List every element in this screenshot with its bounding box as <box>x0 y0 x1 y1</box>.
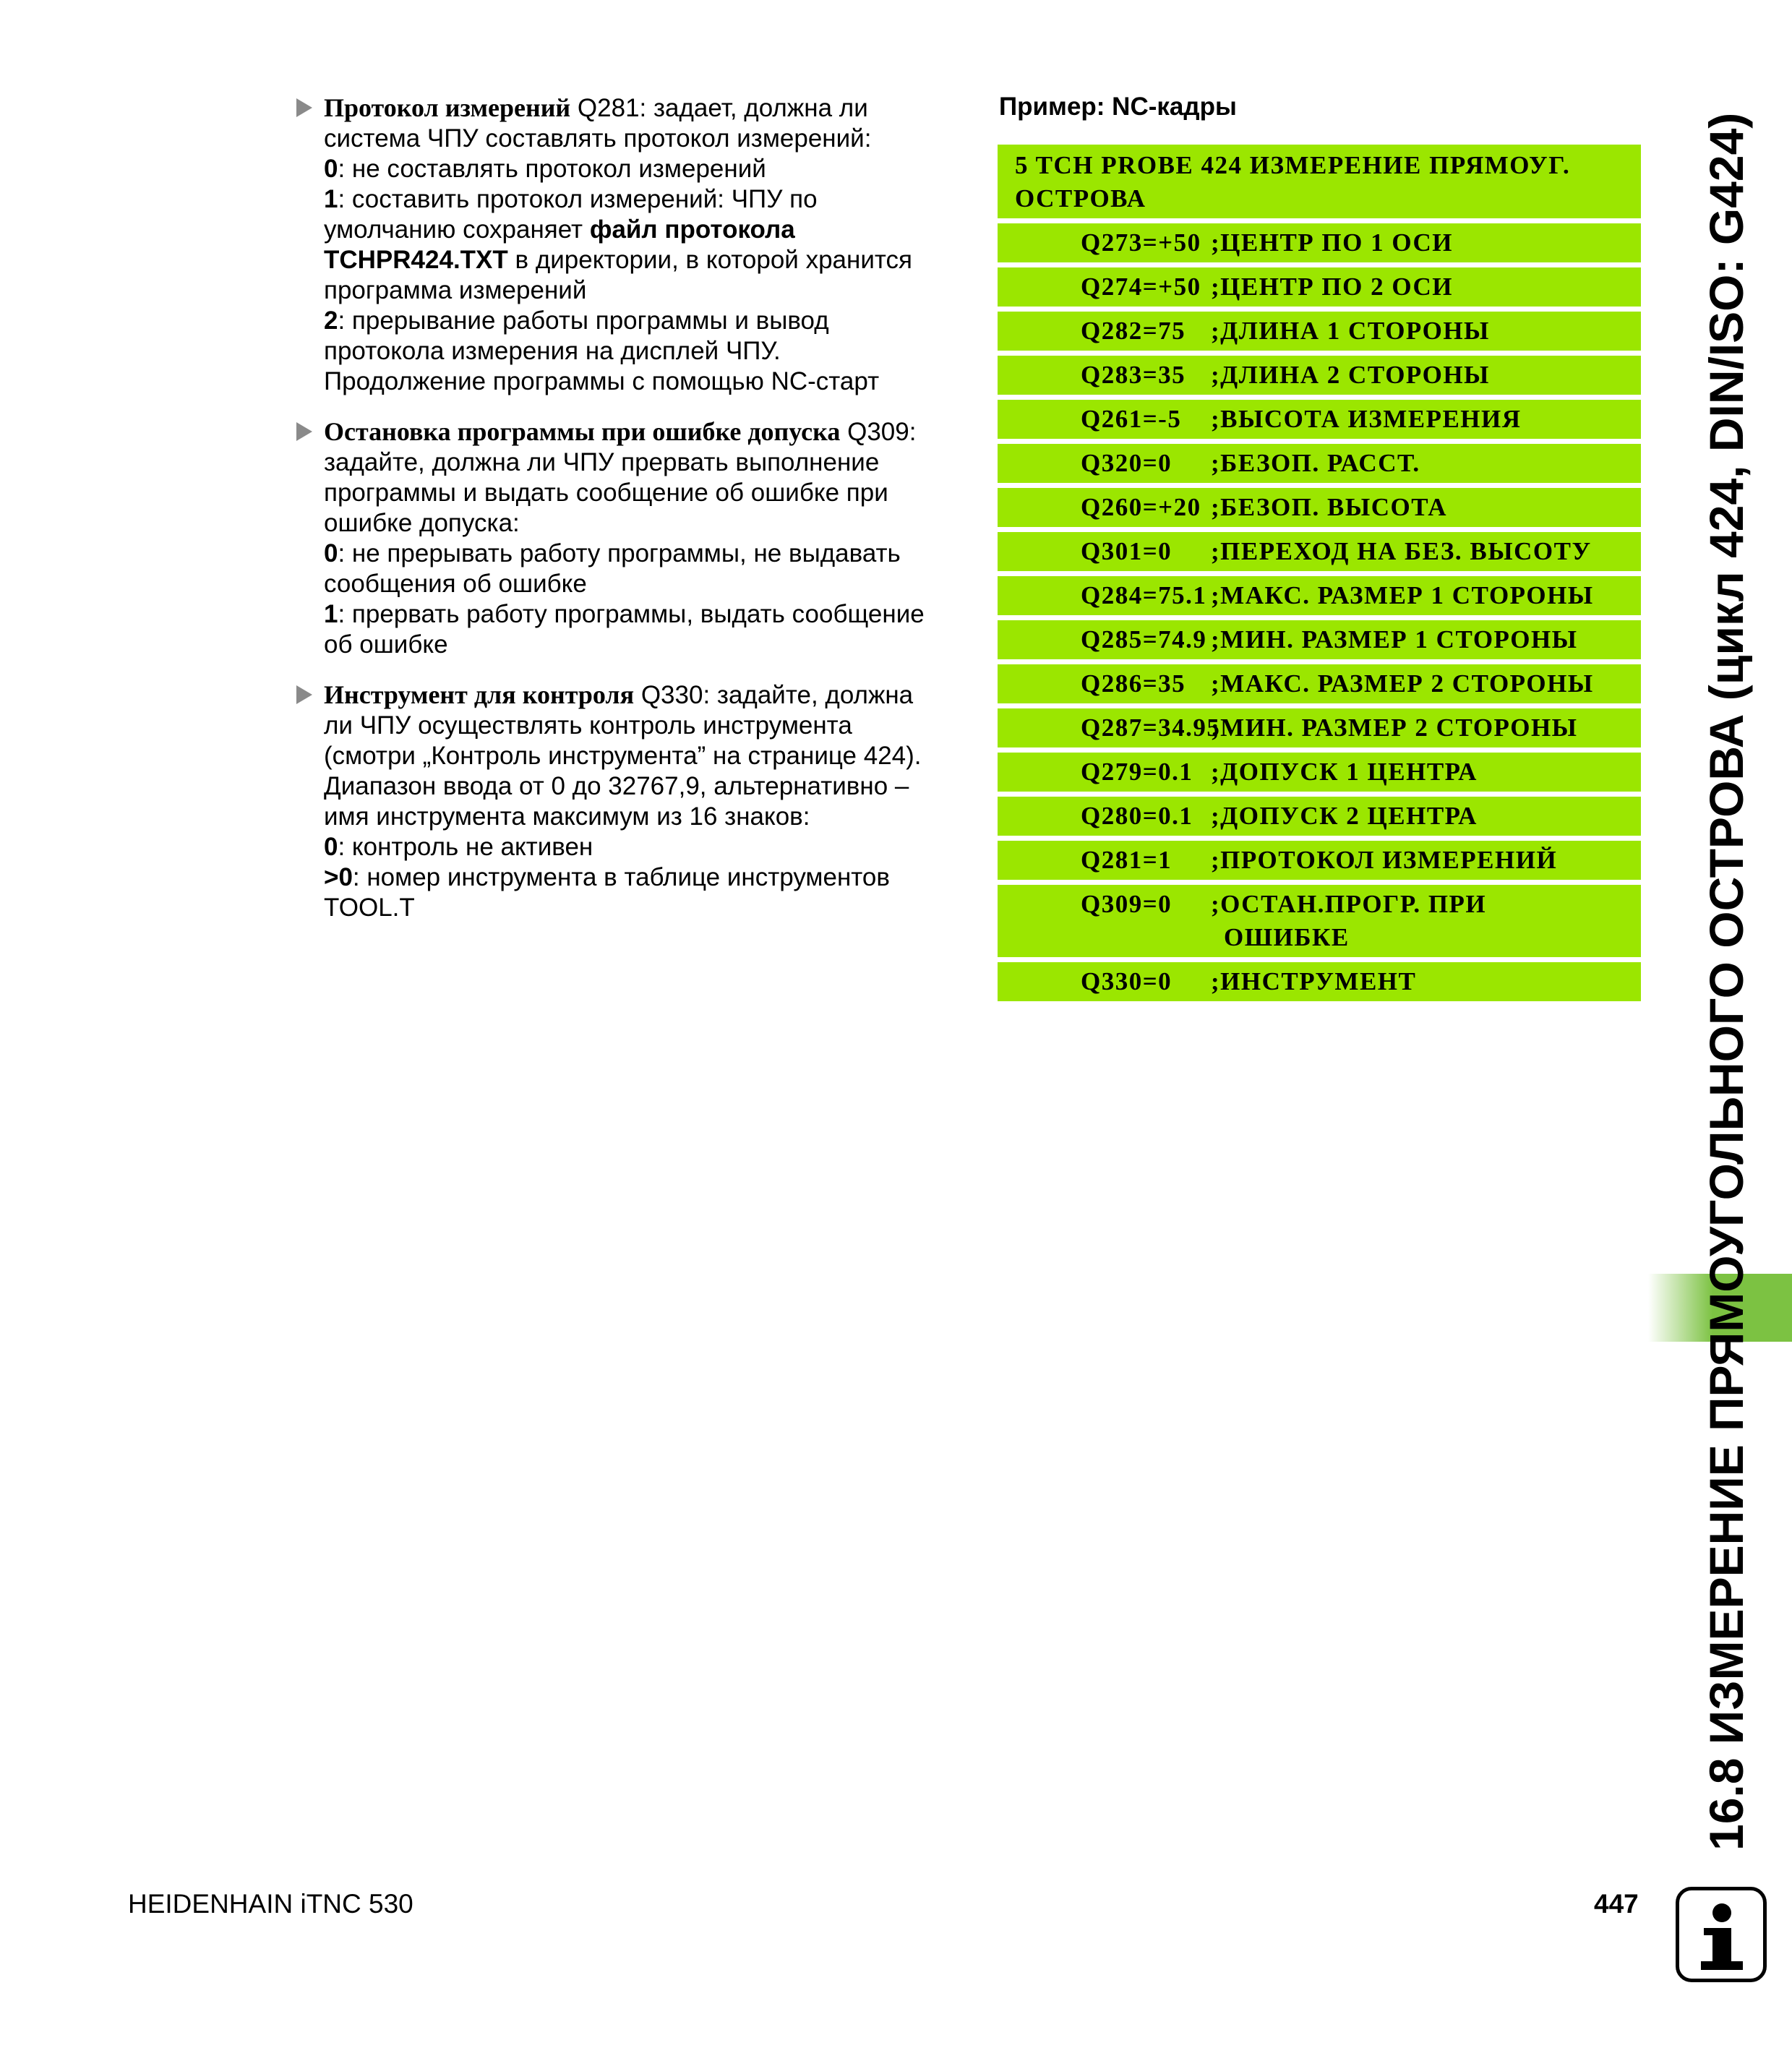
nc-header-line: ОСТРОВА <box>1015 184 1146 213</box>
nc-comment-text: ;МИН. РАЗМЕР 1 СТОРОНЫ <box>1211 625 1578 654</box>
text-segment: Продолжение программы с помощью NC-старт <box>324 367 880 395</box>
nc-line <box>998 488 1641 527</box>
info-icon <box>1676 1887 1767 1982</box>
nc-comment-text: ;ДЛИНА 1 СТОРОНЫ <box>1211 317 1490 345</box>
text-segment: Q330: задайте, должна <box>640 681 914 709</box>
nc-line <box>998 885 1641 957</box>
nc-comment <box>1211 888 1623 954</box>
text-segment: 0 <box>324 833 338 861</box>
parameter-line <box>324 802 961 832</box>
nc-param-value: Q279=0.1 <box>1081 758 1193 786</box>
parameter-line <box>324 367 961 397</box>
parameter-line <box>324 569 961 599</box>
text-segment: система ЧПУ составлять протокол измерений: <box>324 124 872 153</box>
nc-comment <box>1211 711 1623 745</box>
triangle-bullet-icon <box>296 422 312 441</box>
nc-comment-text: ;ДОПУСК 1 ЦЕНТРА <box>1211 758 1478 786</box>
nc-param-value: Q286=35 <box>1081 669 1186 698</box>
nc-comment-text: ;ПРОТОКОЛ ИЗМЕРЕНИЙ <box>1211 846 1558 874</box>
nc-comment <box>1211 359 1623 392</box>
example-title: Пример: NC-кадры <box>999 93 1237 121</box>
text-segment: протокола измерения на дисплей ЧПУ. <box>324 337 781 365</box>
parameter-line <box>324 893 961 923</box>
nc-comment <box>1211 800 1623 833</box>
text-segment: : прервать работу программы, выдать сообщение <box>338 600 925 628</box>
nc-param-value: Q320=0 <box>1081 449 1172 477</box>
text-segment: : составить протокол измерений: ЧПУ по <box>338 185 818 213</box>
page-number: 447 <box>1594 1889 1639 1919</box>
nc-comment-text: ;БЕЗОП. ВЫСОТА <box>1211 493 1448 521</box>
nc-line <box>998 797 1641 836</box>
text-segment: имя инструмента максимум из 16 знаков: <box>324 802 810 831</box>
triangle-bullet-icon <box>296 685 312 704</box>
text-segment: : контроль не активен <box>338 833 593 861</box>
text-segment: ошибке допуска: <box>324 509 520 537</box>
nc-comment <box>1211 270 1623 304</box>
nc-param-value: Q281=1 <box>1081 846 1172 874</box>
nc-comment <box>1211 965 1623 998</box>
text-segment: TOOL.T <box>324 894 415 922</box>
nc-param-value: Q309=0 <box>1081 890 1172 918</box>
nc-line <box>998 532 1641 571</box>
nc-line <box>998 444 1641 483</box>
nc-line <box>998 312 1641 351</box>
text-segment: программа измерений <box>324 276 587 304</box>
nc-comment <box>1211 667 1623 700</box>
nc-comment <box>1211 314 1623 348</box>
parameter-line <box>324 832 961 862</box>
parameter-list <box>296 93 961 943</box>
parameter-line <box>324 539 961 569</box>
text-segment: 2 <box>324 307 338 335</box>
nc-comment <box>1211 579 1623 612</box>
nc-comment-text: ;ОСТАН.ПРОГР. ПРИ <box>1211 890 1487 918</box>
nc-param-value: Q301=0 <box>1081 537 1172 565</box>
nc-comment <box>1211 447 1623 480</box>
parameter-line <box>324 599 961 630</box>
text-segment: 1 <box>324 185 338 213</box>
parameter-item <box>296 416 961 660</box>
text-segment: : номер инструмента в таблице инструментов <box>352 863 890 891</box>
parameter-line <box>324 245 961 275</box>
nc-comment-text: ;ДЛИНА 2 СТОРОНЫ <box>1211 361 1490 389</box>
nc-line <box>998 400 1641 439</box>
nc-comment <box>1211 755 1623 789</box>
nc-comment-text: ;МАКС. РАЗМЕР 1 СТОРОНЫ <box>1211 581 1594 609</box>
text-segment: (смотри „Контроль инструмента” на странице 424). <box>324 742 922 770</box>
nc-line <box>998 664 1641 703</box>
nc-comment <box>1211 844 1623 877</box>
nc-param-value: Q260=+20 <box>1081 493 1201 521</box>
nc-comment <box>1211 226 1623 260</box>
parameter-line <box>324 862 961 893</box>
nc-comment-text: ;БЕЗОП. РАССТ. <box>1211 449 1420 477</box>
parameter-line <box>324 215 961 245</box>
nc-comment-text: ;ДОПУСК 2 ЦЕНТРА <box>1211 802 1478 830</box>
text-segment: TCHPR424.TXT <box>324 246 508 274</box>
nc-comment-text: ;ВЫСОТА ИЗМЕРЕНИЯ <box>1211 405 1522 433</box>
parameter-line <box>324 680 961 711</box>
parameter-line <box>324 154 961 184</box>
text-segment: Q281: задает, должна ли <box>577 94 868 122</box>
text-segment: : прерывание работы программы и вывод <box>338 307 829 335</box>
parameter-term: Остановка программы при ошибке допуска <box>324 417 841 446</box>
nc-comment-text: ;ЦЕНТР ПО 2 ОСИ <box>1211 273 1454 301</box>
text-segment: файл протокола <box>589 215 795 244</box>
nc-param-value: Q330=0 <box>1081 967 1172 995</box>
nc-line <box>998 620 1641 659</box>
parameter-line <box>324 478 961 508</box>
text-segment: 0 <box>324 539 338 567</box>
text-segment: Диапазон ввода от 0 до 32767,9, альтернативно – <box>324 772 909 800</box>
text-segment: >0 <box>324 863 353 891</box>
parameter-line <box>324 93 961 124</box>
nc-param-value: Q282=75 <box>1081 317 1186 345</box>
nc-comment <box>1211 623 1623 656</box>
footer-product: HEIDENHAIN iTNC 530 <box>128 1889 413 1919</box>
nc-param-value: Q274=+50 <box>1081 273 1201 301</box>
nc-param-value: Q273=+50 <box>1081 228 1201 257</box>
side-chapter-title: 16.8 ИЗМЕРЕНИЕ ПРЯМОУГОЛЬНОГО ОСТРОВА (цикл 424, DIN/ISO: G424) <box>1699 112 1753 1851</box>
text-segment: в директории, в которой хранится <box>507 246 912 274</box>
nc-line <box>998 356 1641 395</box>
parameter-line <box>324 741 961 771</box>
text-segment: 0 <box>324 155 338 183</box>
parameter-line <box>324 184 961 215</box>
nc-comment <box>1211 535 1623 568</box>
text-segment: об ошибке <box>324 630 448 659</box>
nc-header <box>998 145 1641 218</box>
nc-param-value: Q280=0.1 <box>1081 802 1193 830</box>
nc-comment-text: ;МАКС. РАЗМЕР 2 СТОРОНЫ <box>1211 669 1594 698</box>
parameter-line <box>324 416 961 447</box>
nc-line <box>998 708 1641 747</box>
text-segment: : не прерывать работу программы, не выдавать <box>338 539 901 567</box>
nc-line <box>998 962 1641 1001</box>
parameter-line <box>324 630 961 660</box>
parameter-item <box>296 680 961 923</box>
parameter-line <box>324 306 961 336</box>
nc-line <box>998 576 1641 615</box>
nc-line <box>998 267 1641 307</box>
nc-param-value: Q283=35 <box>1081 361 1186 389</box>
text-segment: : не составлять протокол измерений <box>338 155 766 183</box>
nc-comment-text: ;ИНСТРУМЕНТ <box>1211 967 1417 995</box>
nc-line <box>998 223 1641 262</box>
text-segment: 1 <box>324 600 338 628</box>
text-segment: задайте, должна ли ЧПУ прервать выполнение <box>324 448 880 476</box>
nc-param-value: Q284=75.1 <box>1081 581 1207 609</box>
nc-line <box>998 841 1641 880</box>
nc-param-value: Q287=34.95 <box>1081 714 1221 742</box>
nc-comment <box>1211 403 1623 436</box>
nc-param-value: Q285=74.9 <box>1081 625 1207 654</box>
parameter-line <box>324 447 961 478</box>
text-segment: ли ЧПУ осуществлять контроль инструмента <box>324 711 852 740</box>
parameter-line <box>324 508 961 539</box>
nc-param-value: Q261=-5 <box>1081 405 1182 433</box>
parameter-line <box>324 275 961 306</box>
parameter-line <box>324 771 961 802</box>
nc-comment-text: ;МИН. РАЗМЕР 2 СТОРОНЫ <box>1211 714 1578 742</box>
nc-comment-text: ОШИБКЕ <box>1224 923 1350 951</box>
text-segment: Q309: <box>847 418 917 446</box>
parameter-line <box>324 336 961 367</box>
parameter-term: Инструмент для контроля <box>324 680 635 709</box>
nc-comment-text: ;ЦЕНТР ПО 1 ОСИ <box>1211 228 1454 257</box>
parameter-item <box>296 93 961 397</box>
nc-comment <box>1211 491 1623 524</box>
nc-comment-text: ;ПЕРЕХОД НА БЕЗ. ВЫСОТУ <box>1211 537 1592 565</box>
nc-line <box>998 753 1641 792</box>
text-segment: программы и выдать сообщение об ошибке при <box>324 479 888 507</box>
nc-block <box>998 145 1641 1006</box>
parameter-term: Протокол измерений <box>324 93 571 122</box>
triangle-bullet-icon <box>296 98 312 117</box>
nc-header-line: 5 TCH PROBE 424 ИЗМЕРЕНИЕ ПРЯМОУГ. <box>1015 151 1571 179</box>
parameter-line <box>324 124 961 154</box>
text-segment: умолчанию сохраняет <box>324 215 590 244</box>
text-segment: сообщения об ошибке <box>324 570 587 598</box>
parameter-line <box>324 711 961 741</box>
